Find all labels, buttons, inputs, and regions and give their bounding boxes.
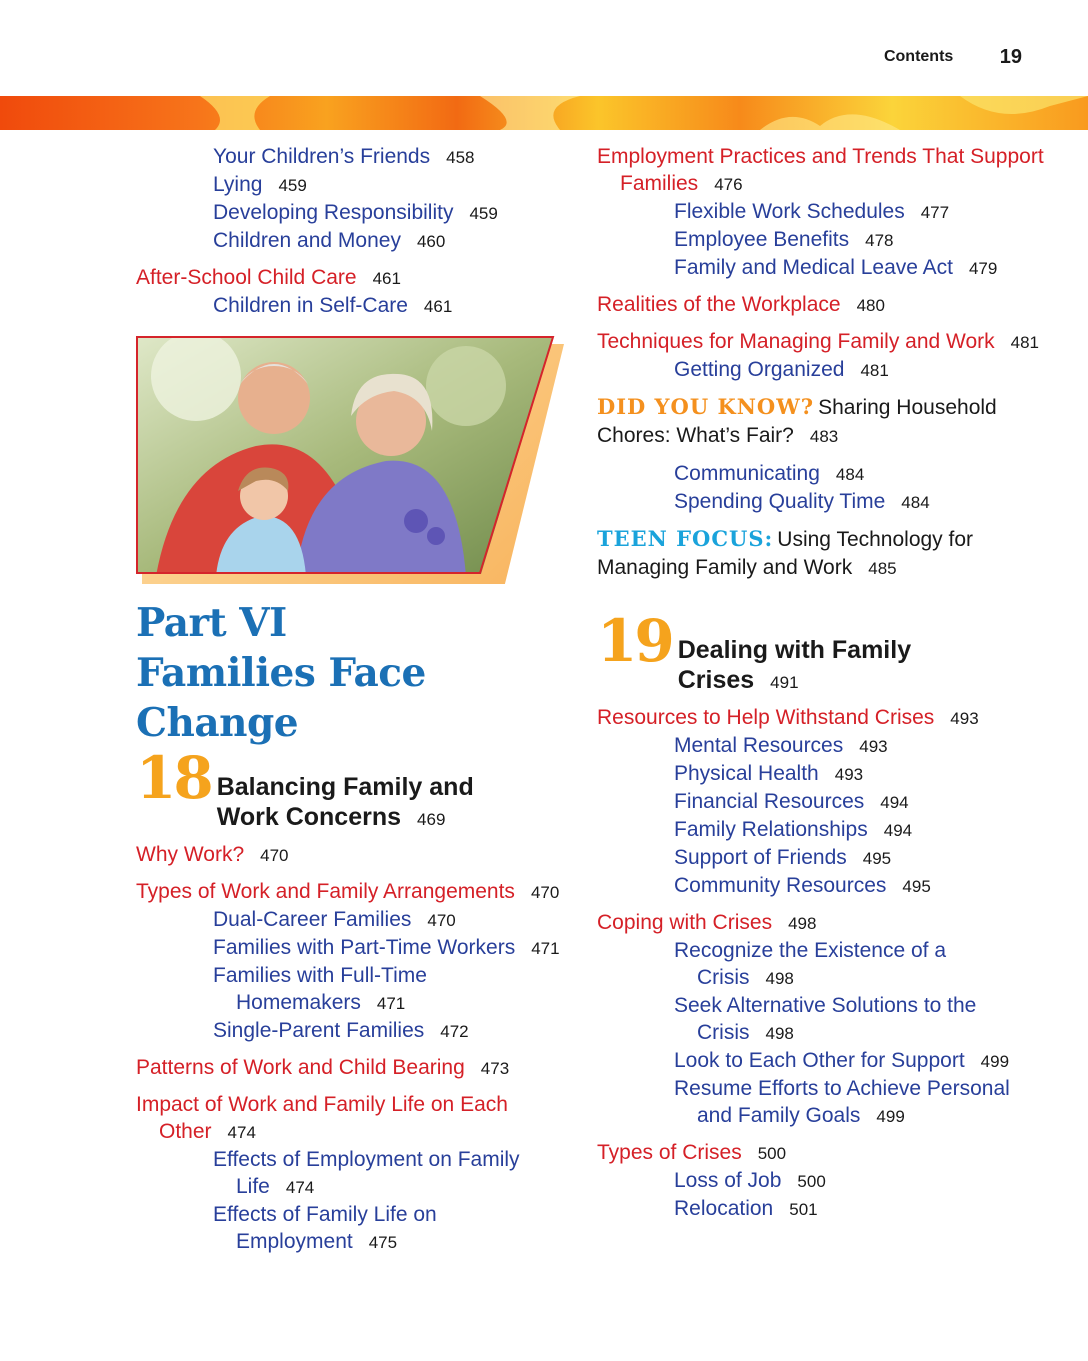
- chapter-title: [678, 635, 911, 698]
- entry-title: Flexible Work Schedules: [674, 200, 905, 223]
- page-ref: 471: [531, 939, 560, 958]
- page-ref: 475: [368, 1233, 398, 1252]
- entry-title: Realities of the Workplace: [597, 293, 841, 316]
- entry-title: Types of Work and Family Arrangements: [136, 880, 515, 903]
- page-ref: 480: [856, 296, 885, 315]
- page-ref: 471: [376, 994, 406, 1013]
- toc-section-entry[interactable]: [136, 841, 566, 869]
- toc-subsection-entry[interactable]: [136, 906, 566, 934]
- toc-subsection-entry[interactable]: [597, 844, 1047, 872]
- entry-title: Mental Resources: [674, 734, 844, 757]
- chapter-title: [217, 772, 474, 835]
- toc-subsection-entry[interactable]: [597, 937, 1047, 992]
- page-ref: 485: [868, 559, 897, 578]
- chapter-title-line2: Crises: [677, 666, 755, 694]
- toc-subsection-entry[interactable]: [597, 460, 1047, 488]
- toc-subsection-entry[interactable]: [597, 254, 1047, 282]
- toc-subsection-entry[interactable]: [136, 1201, 566, 1256]
- toc-section-entry[interactable]: [597, 704, 1047, 732]
- page-ref: 498: [765, 969, 794, 988]
- entry-title: Employment Practices and Trends That Support Families: [597, 145, 1044, 195]
- chapter-number: 18: [136, 744, 211, 812]
- toc-subsection-entry[interactable]: [136, 171, 566, 199]
- page-ref: 459: [278, 176, 307, 195]
- entry-title: Families with Part-Time Workers: [213, 936, 516, 959]
- entry-title: Effects of Employment on Family Life: [213, 1148, 520, 1198]
- entry-title: Relocation: [674, 1197, 774, 1220]
- page-ref: 493: [950, 709, 979, 728]
- toc-subsection-entry[interactable]: [597, 872, 1047, 900]
- entry-title: Family Relationships: [674, 818, 868, 841]
- toc-section-entry[interactable]: [136, 1091, 566, 1146]
- toc-subsection-entry[interactable]: [136, 199, 566, 227]
- entry-title: Using Technology for Managing Family and Work: [597, 528, 974, 579]
- grandparents-photo: [136, 336, 556, 576]
- page-ref: 472: [440, 1022, 469, 1041]
- page-ref: 499: [980, 1052, 1010, 1071]
- page-ref: 458: [446, 148, 475, 167]
- entry-title: Patterns of Work and Child Bearing: [136, 1056, 465, 1079]
- toc-section-entry[interactable]: [136, 878, 566, 906]
- entry-title: Financial Resources: [674, 790, 865, 813]
- entry-title: Resume Efforts to Achieve Personal and Family Goals: [674, 1077, 1010, 1127]
- page-ref: 459: [469, 204, 498, 223]
- entry-title: After-School Child Care: [136, 266, 357, 289]
- feature-tag: DID YOU KNOW?: [597, 394, 815, 419]
- toc-section-entry[interactable]: [597, 909, 1047, 937]
- page-ref: 494: [880, 793, 909, 812]
- page-header: [884, 46, 1022, 69]
- part-title: [136, 598, 566, 748]
- page-ref: 470: [427, 911, 456, 930]
- page-ref: 460: [416, 232, 446, 251]
- page-number: 19: [999, 46, 1022, 68]
- part-name: Families Face Change: [136, 650, 426, 746]
- page-ref: 499: [876, 1107, 905, 1126]
- toc-subsection-entry[interactable]: [597, 1195, 1047, 1223]
- toc-subsection-entry[interactable]: [597, 760, 1047, 788]
- chapter-title-line2: Work Concerns: [216, 803, 402, 831]
- toc-subsection-entry[interactable]: [597, 198, 1047, 226]
- page-ref: 461: [423, 297, 453, 316]
- entry-title: Family and Medical Leave Act: [674, 256, 953, 279]
- toc-subsection-entry[interactable]: [136, 292, 566, 320]
- flame-banner: [0, 96, 1088, 130]
- right-column: [597, 143, 1047, 1223]
- entry-title: Developing Responsibility: [213, 201, 454, 224]
- entry-title: Recognize the Existence of a Crisis: [674, 939, 946, 989]
- toc-section-entry[interactable]: [136, 264, 566, 292]
- toc-subsection-entry[interactable]: [597, 488, 1047, 516]
- page-ref: 484: [835, 465, 865, 484]
- toc-subsection-entry[interactable]: [136, 1146, 566, 1201]
- entry-title: Communicating: [674, 462, 820, 485]
- feature-tag: TEEN FOCUS:: [597, 526, 774, 551]
- entry-title: Single-Parent Families: [213, 1019, 425, 1042]
- entry-title: Coping with Crises: [597, 911, 773, 934]
- page-ref: 474: [285, 1178, 315, 1197]
- entry-title: Spending Quality Time: [674, 490, 886, 513]
- page-ref: 469: [417, 810, 446, 829]
- page-ref: 495: [902, 877, 931, 896]
- toc-section-entry[interactable]: [136, 1054, 566, 1082]
- chapter-number: 19: [597, 607, 672, 675]
- left-top-entries: [136, 143, 566, 320]
- toc-did-you-know-entry[interactable]: [597, 393, 1047, 451]
- entry-title: Why Work?: [136, 843, 245, 866]
- entry-title: Techniques for Managing Family and Work: [597, 330, 995, 353]
- entry-title: Lying: [213, 173, 263, 196]
- toc-subsection-entry[interactable]: [136, 934, 566, 962]
- page-ref: 479: [968, 259, 998, 278]
- toc-subsection-entry[interactable]: [597, 816, 1047, 844]
- entry-title: Loss of Job: [674, 1169, 782, 1192]
- page-ref: 477: [920, 203, 950, 222]
- page-ref: 493: [834, 765, 864, 784]
- toc-subsection-entry[interactable]: [597, 1167, 1047, 1195]
- page-ref: 483: [809, 427, 839, 446]
- toc-subsection-entry[interactable]: [136, 227, 566, 255]
- toc-section-entry[interactable]: [597, 1139, 1047, 1167]
- toc-subsection-entry[interactable]: [597, 788, 1047, 816]
- page-ref: 484: [901, 493, 930, 512]
- toc-subsection-entry[interactable]: [597, 226, 1047, 254]
- chapter-19-heading: [597, 607, 1047, 698]
- entry-title: Effects of Family Life on Employment: [213, 1203, 437, 1253]
- entry-title: Sharing Household Chores: What’s Fair?: [597, 396, 997, 447]
- photo-frame: [136, 336, 566, 582]
- toc-subsection-entry[interactable]: [597, 732, 1047, 760]
- toc-subsection-entry[interactable]: [597, 992, 1047, 1047]
- toc-subsection-entry[interactable]: [136, 962, 566, 1017]
- entry-title: Physical Health: [674, 762, 819, 785]
- page-ref: 461: [372, 269, 401, 288]
- entry-title: Look to Each Other for Support: [674, 1049, 965, 1072]
- page-ref: 501: [789, 1200, 818, 1219]
- entry-title: Seek Alternative Solutions to the Crisis: [674, 994, 977, 1044]
- entry-title: Dual-Career Families: [213, 908, 412, 931]
- right-chapter-entries: [597, 704, 1047, 1223]
- toc-section-entry[interactable]: [597, 328, 1047, 356]
- toc-section-entry[interactable]: [597, 143, 1047, 198]
- toc-subsection-entry[interactable]: [597, 1075, 1047, 1130]
- page-ref: 474: [227, 1123, 256, 1142]
- toc-subsection-entry[interactable]: [136, 143, 566, 171]
- left-column: [136, 143, 566, 1256]
- part-number: Part VI: [136, 600, 287, 646]
- page-ref: 500: [797, 1172, 826, 1191]
- page-ref: 476: [714, 175, 743, 194]
- toc-subsection-entry[interactable]: [597, 356, 1047, 384]
- page-ref: 493: [859, 737, 888, 756]
- entry-title: Employee Benefits: [674, 228, 850, 251]
- page-ref: 481: [1010, 333, 1040, 352]
- page-ref: 495: [862, 849, 892, 868]
- entry-title: Types of Crises: [597, 1141, 742, 1164]
- page-ref: 470: [530, 883, 560, 902]
- page-ref: 481: [860, 361, 889, 380]
- toc-section-entry[interactable]: [597, 291, 1047, 319]
- page-ref: 498: [788, 914, 817, 933]
- chapter-18-heading: [136, 744, 566, 835]
- entry-title: Your Children’s Friends: [213, 145, 431, 168]
- entry-title: Children and Money: [213, 229, 401, 252]
- page-ref: 478: [865, 231, 894, 250]
- page-ref: 494: [883, 821, 913, 840]
- page-ref: 500: [757, 1144, 787, 1163]
- page-ref: 470: [260, 846, 289, 865]
- chapter-title-line1: Dealing with Family: [677, 636, 912, 664]
- chapter-title-line1: Balancing Family and: [216, 773, 474, 801]
- toc-teen-focus-entry[interactable]: [597, 525, 1047, 583]
- right-top-entries: [597, 143, 1047, 583]
- toc-subsection-entry[interactable]: [136, 1017, 566, 1045]
- entry-title: Support of Friends: [674, 846, 847, 869]
- header-label: Contents: [883, 48, 954, 65]
- left-chapter-entries: [136, 841, 566, 1256]
- entry-title: Getting Organized: [674, 358, 845, 381]
- page-ref: 498: [765, 1024, 794, 1043]
- entry-title: Impact of Work and Family Life on Each Other: [136, 1093, 508, 1143]
- entry-title: Families with Full-Time Homemakers: [213, 964, 427, 1014]
- entry-title: Community Resources: [674, 874, 887, 897]
- toc-subsection-entry[interactable]: [597, 1047, 1047, 1075]
- page-ref: 473: [480, 1059, 510, 1078]
- page-ref: 491: [770, 673, 799, 692]
- entry-title: Resources to Help Withstand Crises: [597, 706, 935, 729]
- entry-title: Children in Self-Care: [213, 294, 408, 317]
